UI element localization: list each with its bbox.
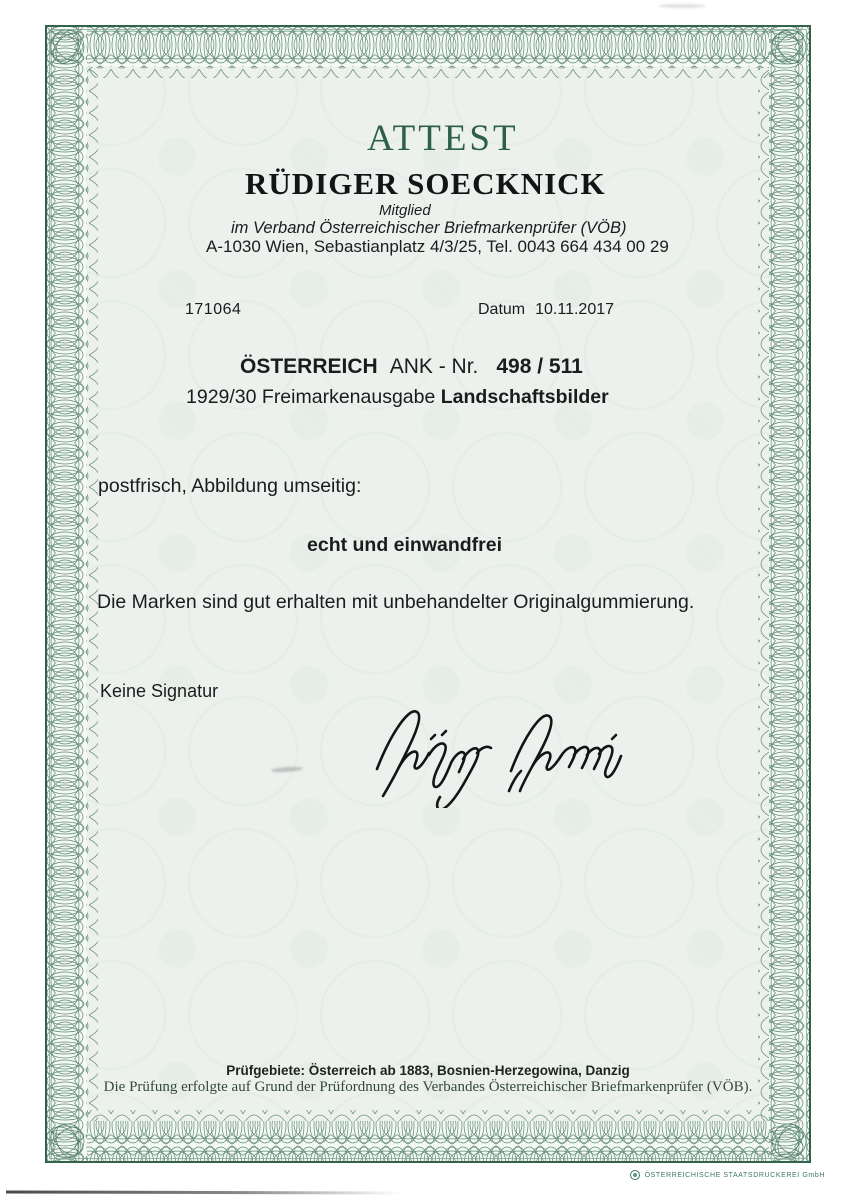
certificate-sheet — [45, 25, 811, 1163]
item-country: ÖSTERREICH — [240, 355, 378, 378]
certificate-title: ATTEST — [367, 118, 519, 159]
signature-note: Keine Signatur — [100, 681, 219, 701]
handwritten-signature — [363, 703, 623, 808]
footer-areas-line: Prüfgebiete: Österreich ab 1883, Bosnien-Herzegowina, Danzig — [226, 1063, 630, 1078]
item-issue-line — [186, 386, 609, 409]
certificate-number: 171064 — [185, 301, 242, 318]
association-line: im Verband Österreichischer Briefmarkenprüfer (VÖB) — [231, 219, 627, 237]
issue-name: Landschaftsbilder — [440, 386, 609, 408]
date-row — [478, 301, 614, 319]
item-catalog-line — [240, 355, 583, 379]
address-line: A-1030 Wien, Sebastianplatz 4/3/25, Tel. 0043 664 434 00 29 — [206, 237, 669, 256]
printer-imprint — [630, 1170, 825, 1180]
issue-prefix: 1929/30 Freimarkenausgabe — [186, 386, 436, 408]
member-line: Mitglied — [379, 202, 431, 219]
circle-emblem-icon — [630, 1170, 640, 1180]
remark-line: Die Marken sind gut erhalten mit unbehandelter Originalgummierung. — [97, 591, 695, 613]
printer-name: ÖSTERREICHISCHE STAATSDRUCKEREI GmbH — [644, 1171, 825, 1179]
date-label: Datum — [478, 301, 526, 318]
catalog-label: ANK - Nr. — [389, 355, 479, 378]
scan-artifact-mark — [658, 4, 706, 8]
condition-line: postfrisch, Abbildung umseitig: — [98, 475, 362, 497]
expert-name: RÜDIGER SOECKNICK — [245, 166, 606, 201]
scan-edge-artifact — [6, 1190, 402, 1194]
catalog-number: 498 / 511 — [496, 355, 583, 378]
footer-rules-line: Die Prüfung erfolgte auf Grund der Prüfordnung des Verbandes Österreichischer Briefmarkenprüfer (VÖB). — [103, 1079, 753, 1095]
verdict-line: echt und einwandfrei — [307, 534, 503, 556]
date-value: 10.11.2017 — [535, 301, 615, 318]
